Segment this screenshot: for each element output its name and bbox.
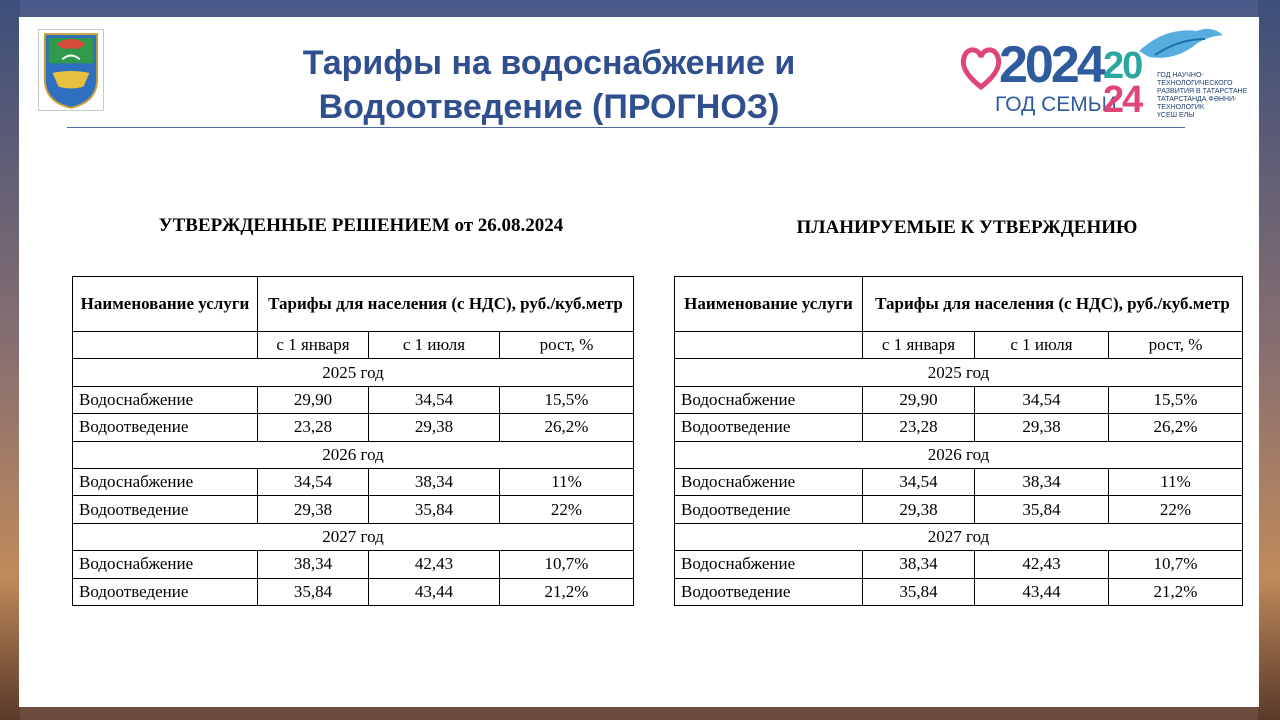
tariff-growth: 11%	[1109, 468, 1243, 495]
header-service: Наименование услуги	[73, 277, 258, 332]
tariff-jan: 38,34	[258, 551, 369, 578]
heart-icon	[959, 43, 1003, 91]
right-heading: ПЛАНИРУЕМЫЕ К УТВЕРЖДЕНИЮ	[796, 217, 1138, 238]
service-name: Водоотведение	[675, 578, 863, 605]
tariff-jan: 35,84	[863, 578, 975, 605]
tariff-jul: 43,44	[975, 578, 1109, 605]
table-row	[675, 414, 1243, 441]
tariff-growth: 26,2%	[500, 414, 634, 441]
tariff-jan: 35,84	[258, 578, 369, 605]
logo-tatar-text	[1157, 72, 1267, 120]
service-name: Водоотведение	[73, 414, 258, 441]
year-label: 2025 год	[73, 359, 634, 386]
tariff-jan: 34,54	[863, 468, 975, 495]
tariff-jul: 42,43	[369, 551, 500, 578]
table-row	[73, 468, 634, 495]
service-name: Водоснабжение	[675, 386, 863, 413]
service-name: Водоотведение	[675, 414, 863, 441]
service-name: Водоотведение	[675, 496, 863, 523]
tariff-jul: 43,44	[369, 578, 500, 605]
header-jan: с 1 января	[258, 332, 369, 359]
tariff-jul: 35,84	[975, 496, 1109, 523]
year-label: 2027 год	[675, 523, 1243, 550]
year-label: 2026 год	[675, 441, 1243, 468]
tariff-jan: 38,34	[863, 551, 975, 578]
table-row	[675, 551, 1243, 578]
tariff-jul: 29,38	[975, 414, 1109, 441]
background-left	[0, 0, 20, 720]
logo-tatar-line-3: ТАТАРСТАНДА ФӘННИ-ТЕХНОЛОГИК	[1157, 96, 1237, 111]
tariff-jan: 29,38	[258, 496, 369, 523]
tariff-jan: 29,90	[863, 386, 975, 413]
tariff-jul: 34,54	[975, 386, 1109, 413]
tariff-growth: 15,5%	[500, 386, 634, 413]
logo-year: 2024	[999, 36, 1103, 94]
tariff-growth: 26,2%	[1109, 414, 1243, 441]
tariff-growth: 11%	[500, 468, 634, 495]
service-name: Водоснабжение	[73, 386, 258, 413]
table-header-row	[675, 277, 1243, 332]
tariff-growth: 10,7%	[500, 551, 634, 578]
service-name: Водоотведение	[73, 578, 258, 605]
table-subheader-row	[675, 332, 1243, 359]
tariff-growth: 15,5%	[1109, 386, 1243, 413]
table-row	[675, 468, 1243, 495]
tariff-jan: 23,28	[863, 414, 975, 441]
year-row	[675, 441, 1243, 468]
header-service: Наименование услуги	[675, 277, 863, 332]
service-name: Водоснабжение	[73, 551, 258, 578]
approved-tariffs-table	[72, 276, 634, 606]
logo-tatar-line-2: РАЗВИТИЯ В ТАТАРСТАНЕ	[1157, 88, 1248, 95]
tariff-jul: 34,54	[369, 386, 500, 413]
logo-second-year-top: 20	[1103, 45, 1142, 87]
planned-tariffs-table	[674, 276, 1243, 606]
tariff-growth: 21,2%	[500, 578, 634, 605]
header-jan: с 1 января	[863, 332, 975, 359]
header-tariffs: Тарифы для населения (с НДС), руб./куб.метр	[258, 277, 634, 332]
table-row	[73, 578, 634, 605]
year-label: 2025 год	[675, 359, 1243, 386]
year-row	[675, 359, 1243, 386]
tariff-jul: 35,84	[369, 496, 500, 523]
year-row	[675, 523, 1243, 550]
table-header-row	[73, 277, 634, 332]
table-row	[73, 496, 634, 523]
table-row	[73, 386, 634, 413]
year-label: 2026 год	[73, 441, 634, 468]
header-growth: рост, %	[1109, 332, 1243, 359]
city-emblem-icon	[38, 29, 104, 111]
logo-family: ГОД СЕМЬИ	[995, 93, 1117, 116]
header-jul: с 1 июля	[369, 332, 500, 359]
table-subheader-row	[73, 332, 634, 359]
tariff-jul: 42,43	[975, 551, 1109, 578]
table-row	[675, 386, 1243, 413]
year-of-family-logo	[959, 21, 1259, 121]
header-tariffs: Тарифы для населения (с НДС), руб./куб.метр	[863, 277, 1243, 332]
tariff-jul: 38,34	[975, 468, 1109, 495]
year-row	[73, 441, 634, 468]
tariff-jan: 23,28	[258, 414, 369, 441]
left-heading: УТВЕРЖДЕННЫЕ РЕШЕНИЕМ от 26.08.2024	[158, 215, 564, 236]
tariff-growth: 21,2%	[1109, 578, 1243, 605]
tariff-jan: 29,90	[258, 386, 369, 413]
table-row	[675, 496, 1243, 523]
year-label: 2027 год	[73, 523, 634, 550]
logo-second-year-bottom: 24	[1103, 79, 1142, 121]
tariff-jan: 34,54	[258, 468, 369, 495]
title-line-1: Тарифы на водоснабжение и	[302, 44, 796, 82]
tariff-jul: 29,38	[369, 414, 500, 441]
logo-tatar-line-1: ГОД НАУЧНО-ТЕХНОЛОГИЧЕСКОГО	[1157, 72, 1233, 87]
slide	[19, 17, 1259, 707]
service-name: Водоотведение	[73, 496, 258, 523]
table-row	[73, 551, 634, 578]
header-jul: с 1 июля	[975, 332, 1109, 359]
tariff-jan: 29,38	[863, 496, 975, 523]
service-name: Водоснабжение	[73, 468, 258, 495]
title-line-2: Водоотведение (ПРОГНОЗ)	[318, 88, 780, 126]
year-row	[73, 359, 634, 386]
bird-icon	[1135, 21, 1225, 65]
tariff-growth: 22%	[500, 496, 634, 523]
page-title	[219, 41, 879, 129]
logo-tatar-line-4: ҮСЕШ ЕЛЫ	[1157, 112, 1195, 119]
table-row	[73, 414, 634, 441]
service-name: Водоснабжение	[675, 551, 863, 578]
table-row	[675, 578, 1243, 605]
tariff-jul: 38,34	[369, 468, 500, 495]
title-divider	[67, 127, 1185, 128]
service-name: Водоснабжение	[675, 468, 863, 495]
tariff-growth: 22%	[1109, 496, 1243, 523]
year-row	[73, 523, 634, 550]
header-growth: рост, %	[500, 332, 634, 359]
tariff-growth: 10,7%	[1109, 551, 1243, 578]
